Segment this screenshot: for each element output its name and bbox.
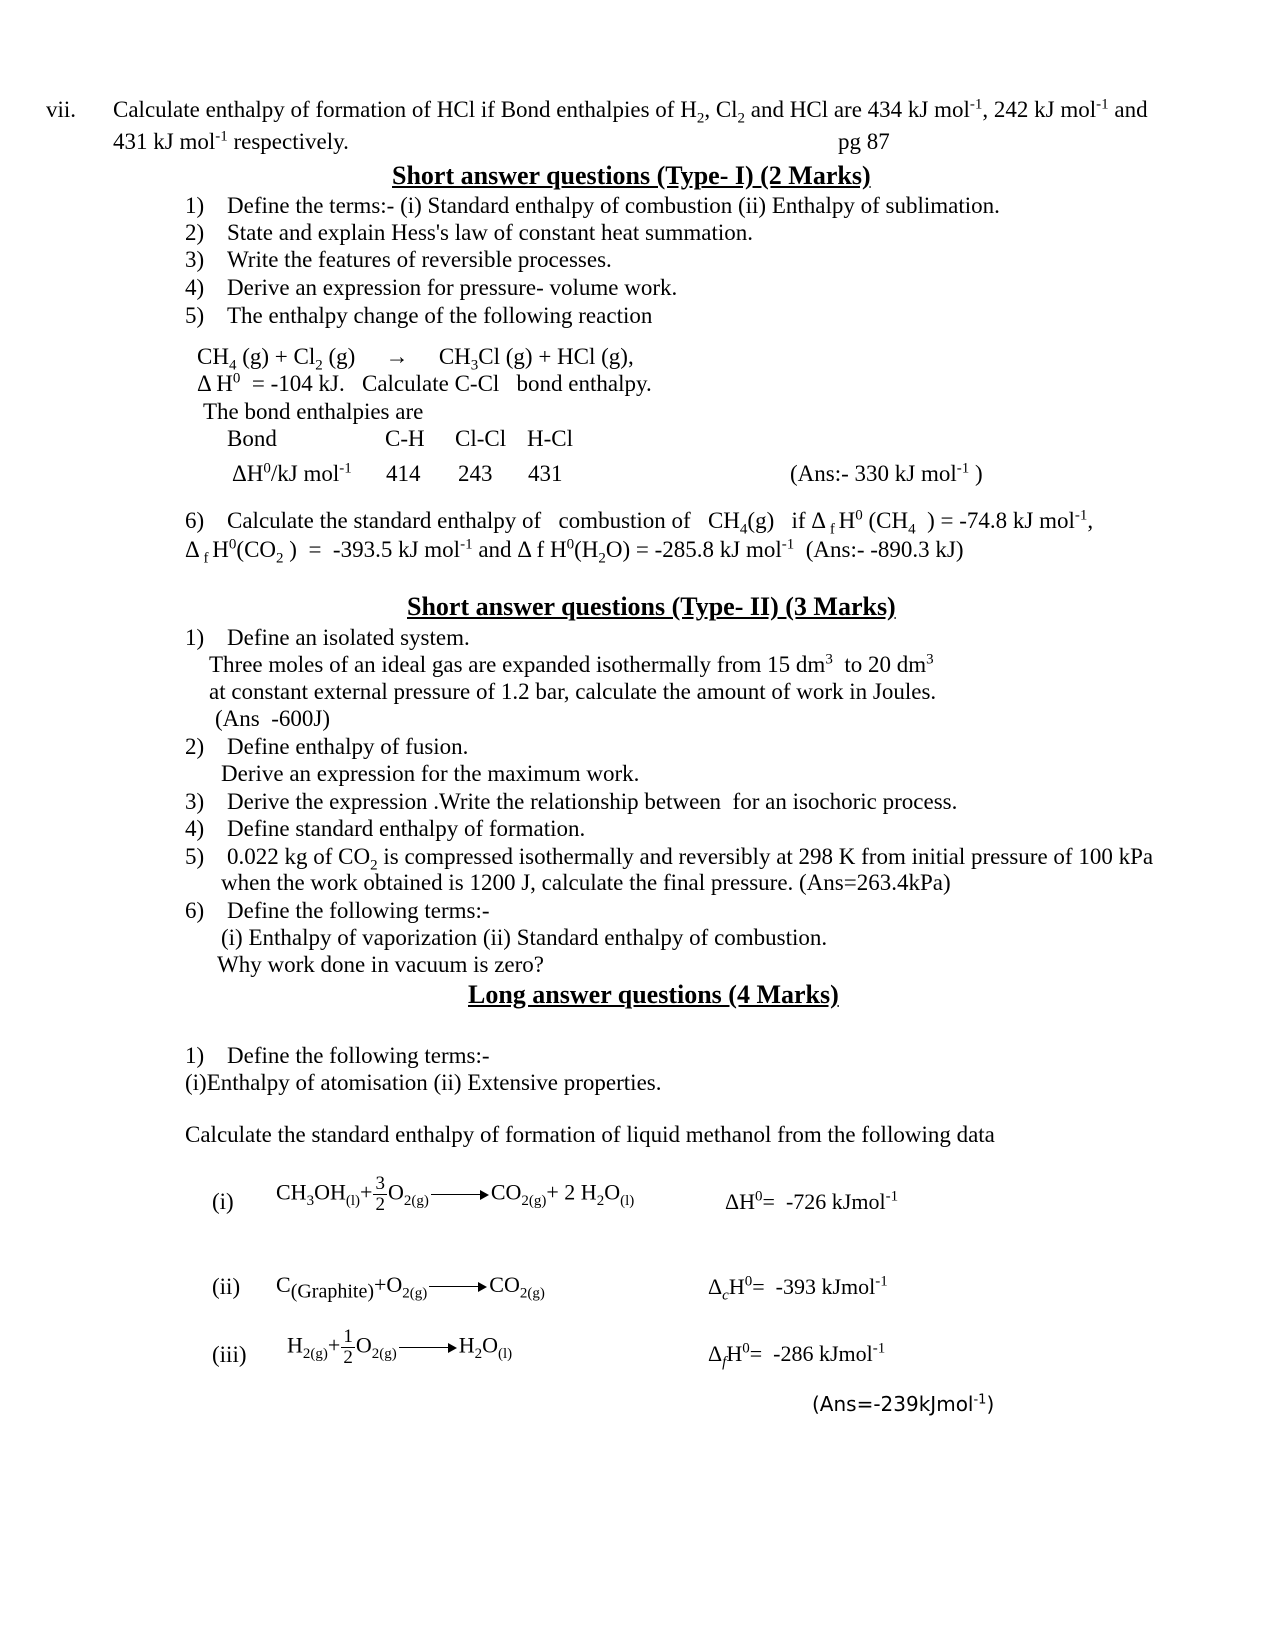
list-item: 2) Define enthalpy of fusion.: [185, 734, 469, 759]
table-header-clcl: Cl-Cl: [455, 426, 507, 451]
final-answer: (Ans=-239kJmol$^{-1}$): [812, 1392, 995, 1416]
question-text: when the work obtained is 1200 J, calculate the final pressure. (Ans=263.4kPa): [221, 870, 951, 895]
equation-2-enthalpy: $\Delta_cH^0= -393$ kJmol$^{-1}$: [708, 1273, 888, 1304]
answer-q5: (Ans:- 330 kJ mol$^{-1}$ ): [790, 460, 983, 486]
fraction-one-half: $\frac{1}{2}$: [343, 1326, 353, 1368]
reaction-arrow-icon: [429, 1281, 487, 1293]
question-6-line2: Δ $_f$ $H^0(CO_2$ ) = -393.5 kJ mol$^{-1}$ and Δ f $H^0(H_2O) = -285.8$ kJ mol$^{-1}$ (Ans:- -890.3 kJ): [185, 536, 964, 567]
reaction-arrow-icon: [399, 1342, 457, 1354]
table-header-bond: Bond: [227, 426, 277, 451]
question-text: Calculate the standard enthalpy of formation of liquid methanol from the following data: [185, 1122, 995, 1147]
list-item: 5) The enthalpy change of the following reaction: [185, 303, 653, 328]
list-item: 1) Define an isolated system.: [185, 625, 470, 650]
fraction-three-halves: $\frac{3}{2}$: [375, 1173, 385, 1215]
list-item: 1) Define the following terms:-: [185, 1043, 490, 1068]
question-text: Derive an expression for the maximum work.: [221, 761, 640, 786]
question-text: (i)Enthalpy of atomisation (ii) Extensive properties.: [185, 1070, 662, 1095]
reaction-arrow-icon: [431, 1189, 489, 1201]
equation-1-enthalpy: $\Delta H^0= -726$ kJmol$^{-1}$: [725, 1188, 899, 1214]
equation-label: (i): [212, 1189, 234, 1214]
question-vii-line2: 431 kJ mol$^{-1}$ respectively.: [113, 128, 349, 154]
list-item: 1) Define the terms:- (i) Standard enthalpy of combustion (ii) Enthalpy of sublimation.: [185, 193, 1000, 218]
table-header-ch: C-H: [385, 426, 425, 451]
question-vii-line1: Calculate enthalpy of formation of HCl if Bond enthalpies of $H_2$, $Cl_2$ and HCl are 434 kJ mol$^{-1}$, 242 kJ mol$^{-1}$ and: [113, 96, 1148, 127]
bond-enthalpy-intro: The bond enthalpies are: [203, 399, 424, 424]
equation-3: $H_{2(g)}+$ $\frac{1}{2}$ $O_{2(g)}$ $H_2O_{(l)}$: [287, 1326, 513, 1368]
list-item: 3) Derive the expression .Write the relationship between for an isochoric process.: [185, 789, 958, 814]
question-text: Why work done in vacuum is zero?: [217, 952, 545, 977]
section-heading-type1: Short answer questions (Type- I) (2 Marks): [392, 161, 871, 190]
question-text: at constant external pressure of 1.2 bar, calculate the amount of work in Joules.: [209, 679, 937, 704]
question-6-line1: 6) Calculate the standard enthalpy of combustion of $CH_4(g)$ if Δ $_f$ $H^0$ ($CH_4$ ) = -74.8 kJ mol$^{-1}$,: [185, 507, 1094, 538]
list-item: 4) Derive an expression for pressure- volume work.: [185, 275, 678, 300]
page-reference: pg 87: [838, 129, 890, 154]
list-item: 4) Define standard enthalpy of formation.: [185, 816, 586, 841]
list-item: 3) Write the features of reversible processes.: [185, 247, 612, 272]
reaction-equation: $CH_4$ $(g) + Cl_2$ $(g) \to CH_3Cl$ (g) + HCl (g),: [197, 344, 634, 374]
table-cell: 414: [386, 461, 421, 486]
list-item: 6) Define the following terms:-: [185, 898, 490, 923]
equation-1: $CH_3OH_{(l)}+$ $\frac{3}{2}$ $O_{2(g)}$ $CO_{2(g)}+ 2$ $H_2O_{(l)}$: [276, 1173, 635, 1215]
answer-text: (Ans -600J): [215, 706, 330, 731]
table-cell: 243: [458, 461, 493, 486]
section-heading-long: Long answer questions (4 Marks): [468, 980, 839, 1009]
list-item: 5) 0.022 kg of $CO_2$ is compressed isothermally and reversibly at 298 K from initial pressure of 100 kPa: [185, 844, 1154, 874]
question-label: vii.: [46, 97, 77, 122]
enthalpy-change-line: Δ $H^0 = -104$ kJ. Calculate C-Cl bond enthalpy.: [197, 370, 652, 396]
table-cell: 431: [528, 461, 563, 486]
equation-label: (ii): [212, 1274, 241, 1299]
table-header-hcl: H-Cl: [527, 426, 573, 451]
question-text: (i) Enthalpy of vaporization (ii) Standard enthalpy of combustion.: [221, 925, 828, 950]
section-heading-type2: Short answer questions (Type- II) (3 Marks): [407, 592, 896, 621]
question-text: Three moles of an ideal gas are expanded isothermally from 15 $dm^3$ to 20 $dm^3$: [209, 651, 934, 677]
table-row-label: $\Delta H^0/kJ$ mol$^{-1}$: [232, 460, 352, 486]
equation-3-enthalpy: $\Delta_fH^0= -286$ kJmol$^{-1}$: [708, 1340, 886, 1371]
equation-2: $C_{(Graphite)}+O_{2(g)}$ $CO_{2(g)}$: [276, 1272, 545, 1303]
list-item: 2) State and explain Hess's law of constant heat summation.: [185, 220, 754, 245]
equation-label: (iii): [212, 1342, 247, 1367]
